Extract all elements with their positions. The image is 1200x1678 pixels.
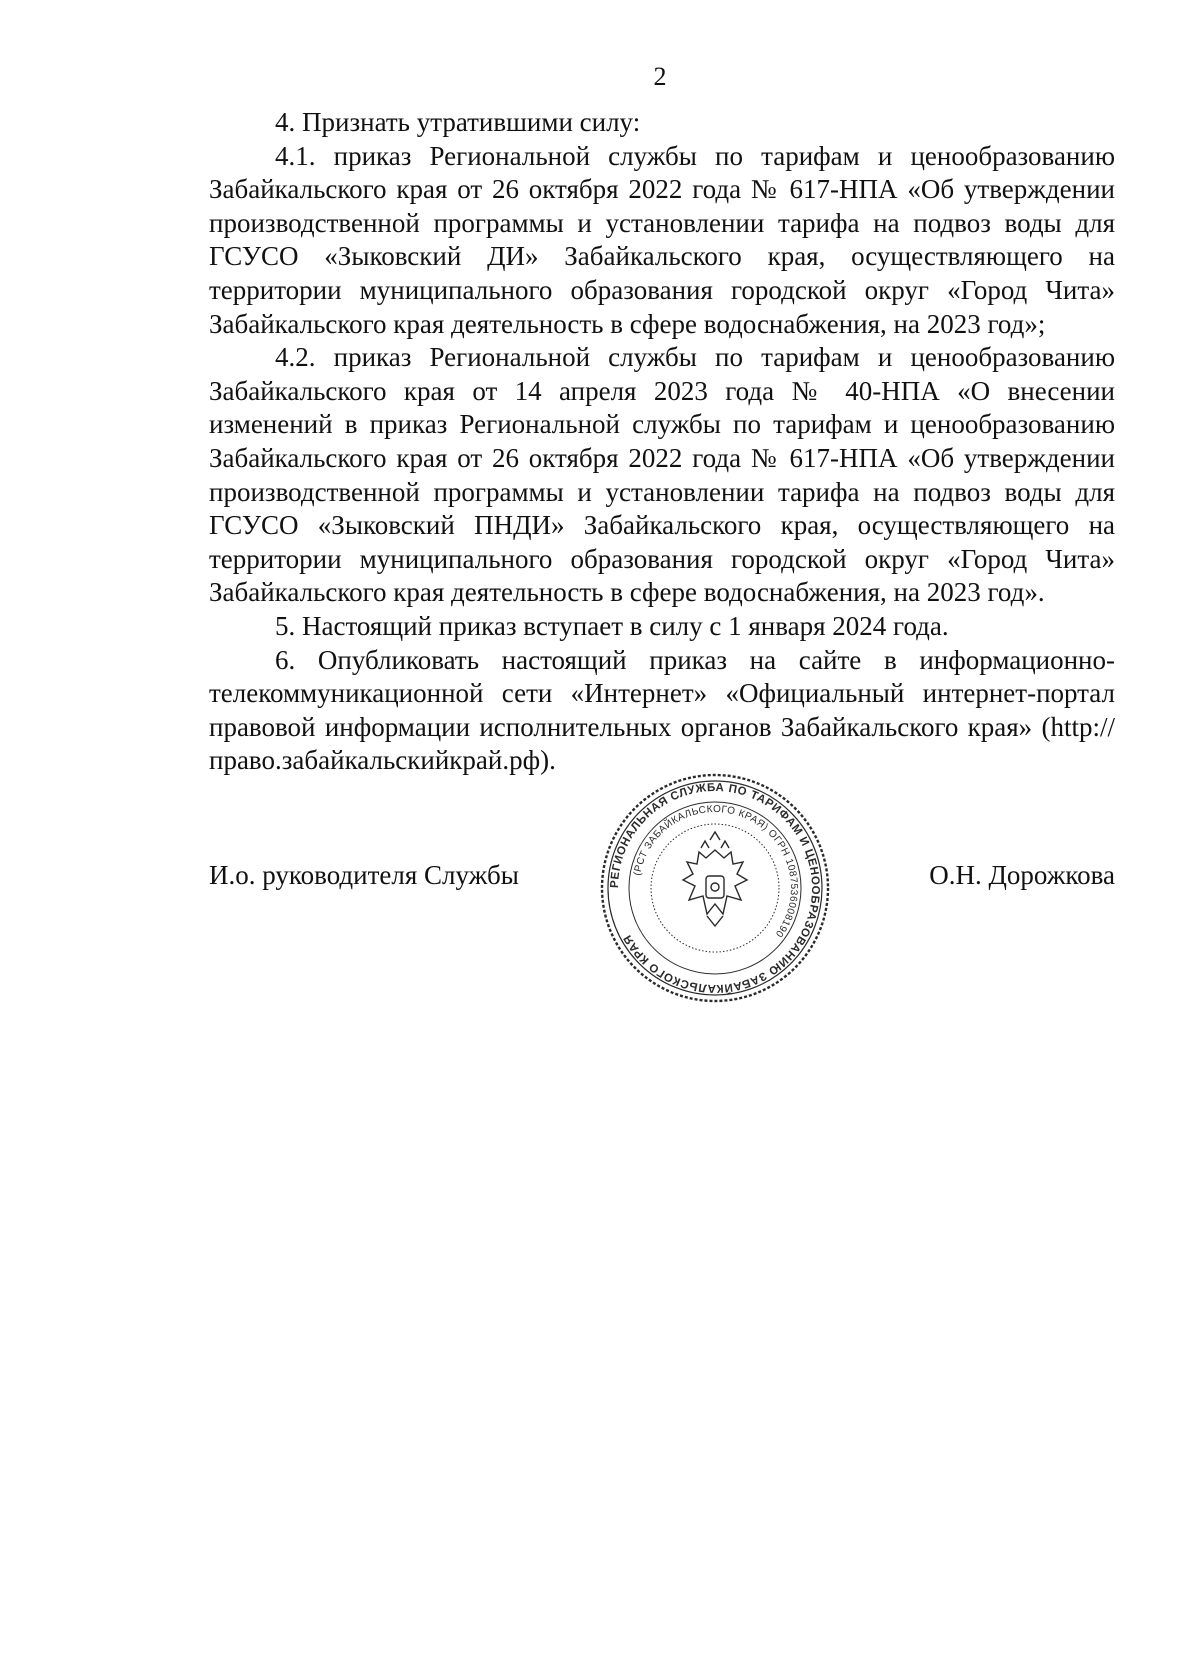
seal-outer-text: РЕГИОНАЛЬНАЯ СЛУЖБА ПО ТАРИФАМ И ЦЕНООБРАЗОВАНИЮ ЗАБАЙКАЛЬСКОГО КРАЯ	[608, 781, 822, 995]
paragraph-item-4-2: 4.2. приказ Региональной службы по тарифам и ценообразованию Забайкальского края от 14 апреля 2023 года № 40-НПА «О внесении изменений в приказ Региональной службы по тарифам и ценообразованию Забайкальского края от 26 октября 2022 года № 617-НПА «Об утверждении производственной программы и установлении тарифа на подвоз воды для ГСУСО «Зыковский ПНДИ» Забайкальского края, осуществляющего на территории муниципального образования городской округ «Город Чита» Забайкальского края деятельность в сфере водоснабжения, на 2023 год».	[209, 342, 1115, 608]
page-number: 2	[653, 62, 667, 91]
seal-inner-text: (РСТ ЗАБАЙКАЛЬСКОГО КРАЯ) ОГРН 1087536008190	[632, 803, 800, 940]
signatory-name: О.Н. Дорожкова	[929, 860, 1115, 890]
document-body	[209, 106, 1115, 778]
paragraph-item-4: 4. Признать утратившими силу:	[275, 107, 641, 137]
official-seal-stamp	[595, 768, 835, 1008]
coat-of-arms-icon	[683, 832, 747, 926]
paragraph-item-4-1: 4.1. приказ Региональной службы по тарифам и ценообразованию Забайкальского края от 26 октября 2022 года № 617-НПА «Об утверждении производственной программы и установлении тарифа на подвоз воды для ГСУСО «Зыковский ДИ» Забайкальского края, осуществляющего на территории муниципального образования городской округ «Город Чита» Забайкальского края деятельность в сфере водоснабжения, на 2023 год»;	[209, 140, 1115, 339]
paragraph-item-6: 6. Опубликовать настоящий приказ на сайте в информационно-телекоммуникационной сети «Интернет» «Официальный интернет-портал правовой информации исполнительных органов Забайкальского края» (http://право.забайкальскийкрай.рф).	[209, 644, 1115, 776]
signatory-role: И.о. руководителя Службы	[209, 860, 519, 890]
paragraph-item-5: 5. Настоящий приказ вступает в силу с 1 января 2024 года.	[275, 610, 949, 641]
